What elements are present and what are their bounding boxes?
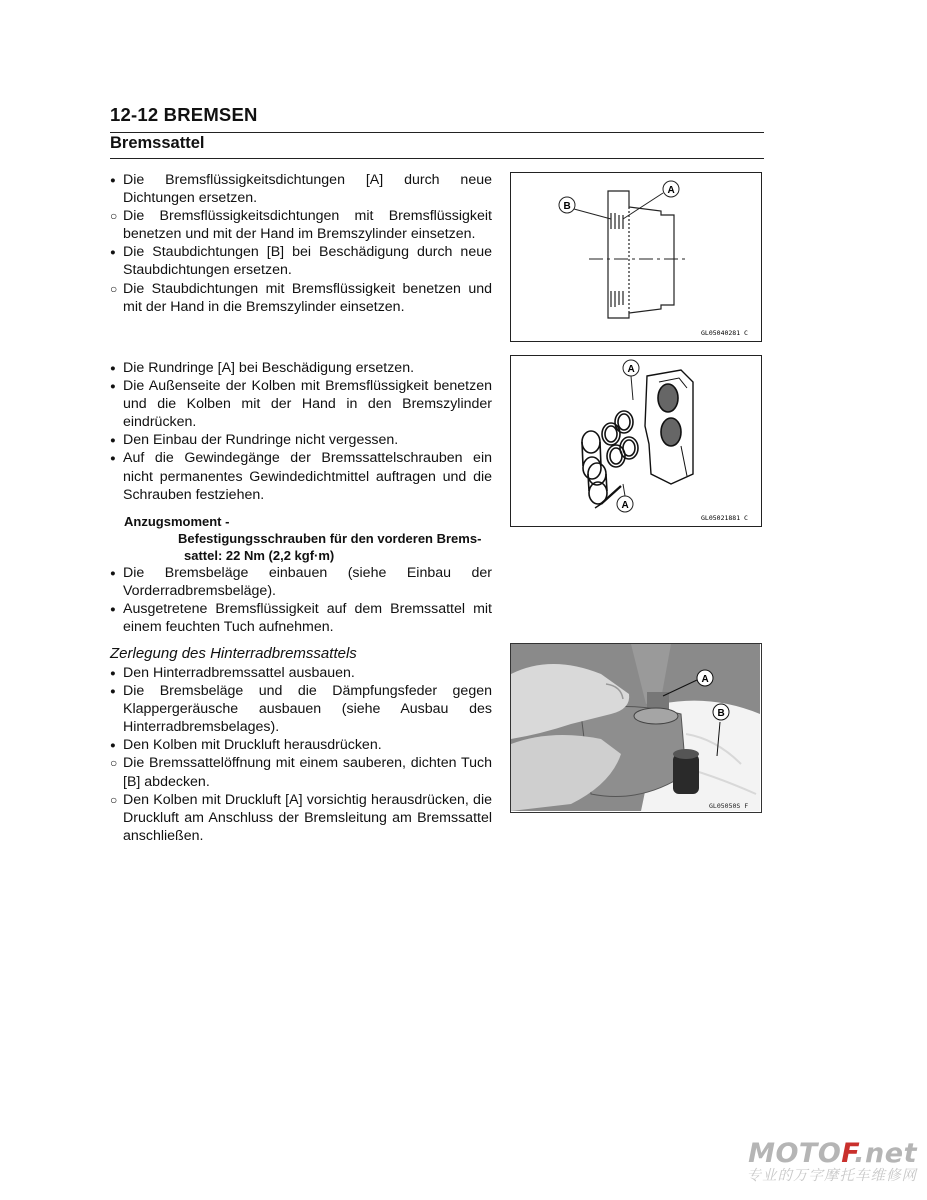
list-item: ● Die Bremsbeläge und die Dämpfungsfeder gegen Klappergeräusche ausbauen (siehe Ausbau des Hinterradbremsbelages). bbox=[110, 682, 492, 736]
figure-piston-removal-photo bbox=[510, 643, 762, 813]
list-item: ● Die Außenseite der Kolben mit Bremsflüssigkeit benetzen und die Kolben mit der Hand in den Bremszylinder eindrücken. bbox=[110, 377, 492, 431]
watermark bbox=[747, 1140, 918, 1184]
watermark-logo: MOTOF.net bbox=[748, 1138, 917, 1169]
bullet-icon bbox=[110, 664, 116, 684]
disassembly-section bbox=[110, 645, 492, 845]
steps-finish bbox=[110, 564, 492, 636]
bullet-icon bbox=[110, 431, 116, 451]
figure-piston-assembly bbox=[510, 355, 762, 527]
page-header bbox=[110, 104, 764, 133]
figure-seal-diagram bbox=[510, 172, 762, 342]
page-title: 12-12 BREMSEN bbox=[110, 104, 258, 125]
figure-code: GL05040281 C bbox=[701, 329, 748, 337]
circle-bullet-icon bbox=[110, 791, 117, 809]
steps-seals bbox=[110, 171, 492, 316]
circle-bullet-icon bbox=[110, 280, 117, 298]
list-item: ● Auf die Gewindegänge der Bremssattelschrauben ein nicht permanentes Gewindedichtmittel auftragen und die Schrauben festziehen. bbox=[110, 449, 492, 503]
list-item: ● Die Rundringe [A] bei Beschädigung ersetzen. bbox=[110, 359, 492, 377]
figure-code: GL05021881 C bbox=[701, 514, 748, 522]
bullet-icon bbox=[110, 377, 116, 397]
list-item: ● Den Kolben mit Druckluft herausdrücken. bbox=[110, 736, 492, 754]
bullet-icon bbox=[110, 682, 116, 702]
label-a-lower: A bbox=[621, 500, 629, 511]
list-item: ● Die Bremsflüssigkeitsdichtungen [A] durch neue Dichtungen ersetzen. bbox=[110, 171, 492, 207]
label-a: A bbox=[701, 674, 709, 685]
exploded-caliper-diagram bbox=[511, 356, 760, 525]
list-item: ● Den Einbau der Rundringe nicht vergessen. bbox=[110, 431, 492, 449]
watermark-slogan: 专业的万字摩托车维修网 bbox=[746, 1168, 917, 1184]
bullet-icon bbox=[110, 449, 116, 469]
circle-bullet-icon bbox=[110, 207, 117, 225]
figure-code: GL05050S F bbox=[709, 802, 749, 810]
list-item: ● Die Staubdichtungen [B] bei Beschädigung durch neue Staubdichtungen ersetzen. bbox=[110, 243, 492, 279]
label-a: A bbox=[627, 364, 635, 375]
list-item: ○ Den Kolben mit Druckluft [A] vorsichtig herausdrücken, die Druckluft am Anschluss der Bremsleitung am Bremssattel anschließen. bbox=[110, 791, 492, 845]
torque-label: Anzugsmoment - bbox=[124, 513, 230, 529]
piston-removal-photo bbox=[511, 644, 760, 811]
label-b: B bbox=[563, 201, 571, 212]
circle-bullet-icon bbox=[110, 754, 117, 772]
bullet-icon bbox=[110, 359, 116, 379]
label-a: A bbox=[667, 185, 675, 196]
list-item: ● Ausgetretene Bremsflüssigkeit auf dem Bremssattel mit einem feuchten Tuch aufnehmen. bbox=[110, 600, 492, 636]
section-title: Bremssattel bbox=[110, 134, 764, 159]
seal-cross-section-diagram bbox=[511, 173, 760, 340]
list-item: ○ Die Bremssattelöffnung mit einem sauberen, dichten Tuch [B] abdecken. bbox=[110, 754, 492, 790]
subheading: Zerlegung des Hinterradbremssattels bbox=[110, 645, 357, 662]
bullet-icon bbox=[110, 600, 116, 620]
list-item: ○ Die Bremsflüssigkeitsdichtungen mit Bremsflüssigkeit benetzen und mit der Hand im Bremszylinder einsetzen. bbox=[110, 207, 492, 243]
label-b: B bbox=[717, 708, 725, 719]
bullet-icon bbox=[110, 564, 116, 584]
list-item: ● Die Bremsbeläge einbauen (siehe Einbau der Vorderradbremsbeläge). bbox=[110, 564, 492, 600]
steps-orings bbox=[110, 359, 492, 564]
torque-spec: Befestigungsschrauben für den vorderen Brems- sattel: 22 Nm (2,2 kgf·m) bbox=[178, 530, 482, 563]
list-item: ● Den Hinterradbremssattel ausbauen. bbox=[110, 664, 492, 682]
bullet-icon bbox=[110, 243, 116, 263]
bullet-icon bbox=[110, 736, 116, 756]
list-item: ○ Die Staubdichtungen mit Bremsflüssigkeit benetzen und mit der Hand in die Bremszylinder einsetzen. bbox=[110, 280, 492, 316]
bullet-icon bbox=[110, 171, 116, 191]
